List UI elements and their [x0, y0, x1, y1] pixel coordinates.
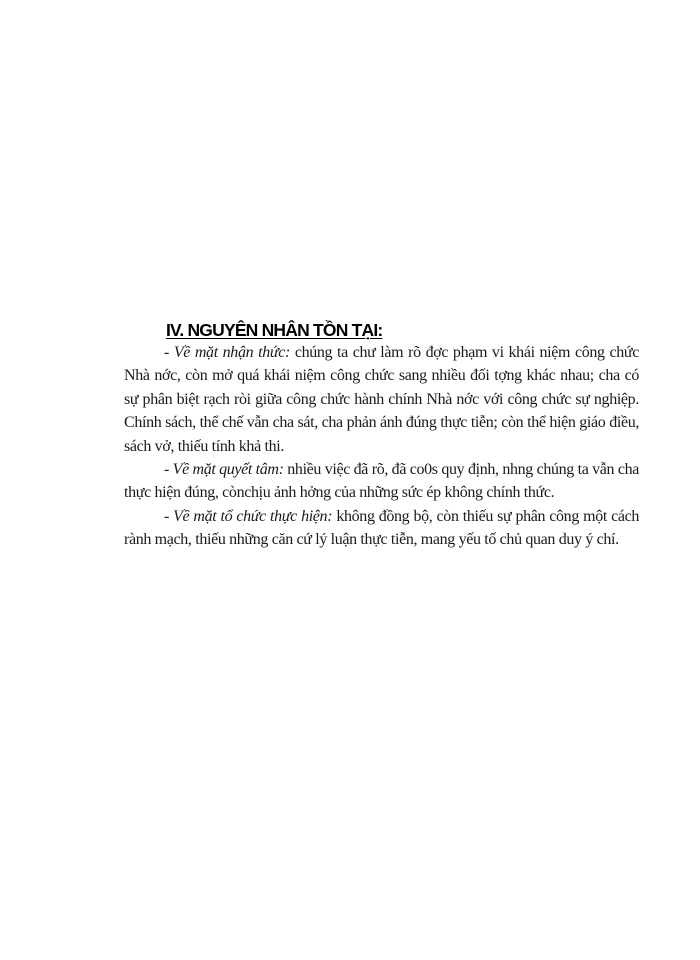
paragraph-text: không đồng bộ, còn thiếu sự phân công một cách rành mạch, thiếu những căn cứ lý luận thực tiễn, mang yếu tố chủ quan duy ý chí. — [124, 507, 639, 549]
paragraph-determination — [124, 458, 639, 505]
paragraph-lead: - Về mặt quyết tâm: — [164, 461, 284, 479]
paragraph-lead: - Về mặt tổ chức thực hiện: — [164, 507, 333, 525]
paragraph-lead: - Về mặt nhận thức: — [164, 344, 290, 361]
section-body — [124, 341, 639, 552]
paragraph-text: chúng ta chư làm rõ đợc phạm vi khái niệm công chức Nhà nớc, còn mở quá khái niệm công chức sang nhiều đối tợng khác nhau; cha có sự phân biệt rạch ròi giữa công chức hành chính Nhà nớc với công chức sự nghiệp. Chính sách, thể chế vẫn cha sát, cha phản ánh đúng thực tiễn; còn thể hiện giáo điều, sách vở, thiếu tính khả thi. — [124, 344, 639, 455]
section-heading: IV. NGUYÊN NHÂN TỒN TẠI: — [166, 320, 383, 340]
paragraph-awareness — [124, 341, 639, 458]
paragraph-implementation — [124, 505, 639, 552]
paragraph-text: nhiều việc đã rõ, đã co0s quy định, nhng chúng ta vẫn cha thực hiện đúng, cònchịu ảnh hởng của những sức ép không chính thức. — [124, 461, 640, 502]
